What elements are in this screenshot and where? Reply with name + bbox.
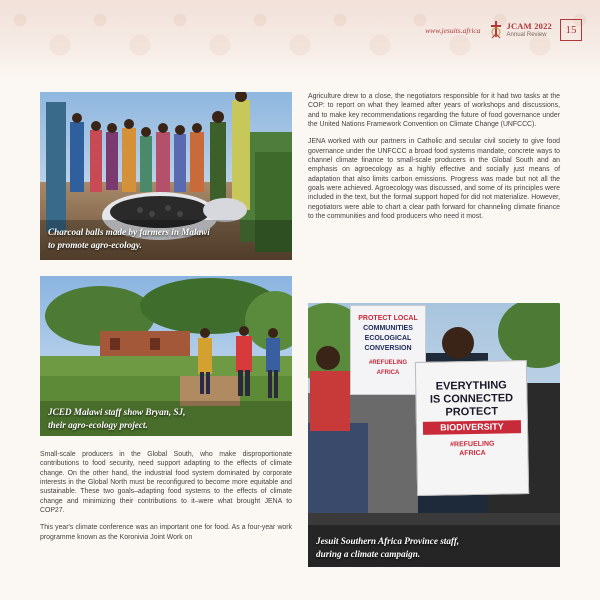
caption-campaign: [316, 535, 459, 561]
sign2-line1: EVERYTHING: [435, 379, 507, 393]
caption-campaign-line1: Jesuit Southern Africa Province staff,: [316, 536, 460, 546]
left-column-text: [40, 450, 292, 550]
report-subtitle: Annual Review: [506, 31, 547, 38]
caption-jced-line2: their agro-ecology project.: [48, 420, 148, 430]
right-column-text: [308, 92, 560, 229]
caption-jced: [48, 406, 185, 432]
right-paragraph-2: JENA worked with our partners in Catholic and secular civil society to give food governance under the UNFCCC a broad food systems mandate, concrete ways to channel climate finance to small-scale producers in the Global South and an emphasis on agroecology as a highly effective and socially just means of adaptation that also limits carbon emissions. Progress was made but not all the goals were achieved. Agroecology was discussed, and some of its principles were included in the text, but the formal support hoped for did not materialize. However, negotiators were able to chart a clear path forward for channeling climate finance to the communities and food producers who need it most.: [308, 138, 560, 221]
sign1-line3: ECOLOGICAL: [364, 335, 412, 342]
sign1-line2: COMMUNITIES: [363, 325, 413, 332]
caption-charcoal: [48, 226, 210, 252]
caption-jced-line1: JCED Malawi staff show Bryan, SJ,: [48, 407, 186, 417]
sign2-line4: BIODIVERSITY: [423, 420, 521, 435]
photo-charcoal-balls: [40, 92, 292, 260]
left-paragraph-2: This year's climate conference was an important one for food. As a four-year work programme known as the Koronivia Joint Work on: [40, 524, 292, 541]
report-title-block: [507, 22, 552, 38]
photo-jced-malawi: [40, 276, 292, 436]
jesuit-cross-logo-icon: [489, 20, 503, 40]
caption-charcoal-line2: to promote agro-ecology.: [48, 240, 142, 250]
sign1-line5: #REFUELING: [368, 360, 407, 366]
sign1-line1: PROTECT LOCAL: [358, 315, 418, 322]
caption-campaign-line2: during a climate campaign.: [316, 549, 421, 559]
sign1-line4: CONVERSION: [364, 345, 412, 352]
right-paragraph-1: Agriculture drew to a close, the negotiators responsible for it had two tasks at the COP: to report on what they learned after years of workshops and discussions, and to make key recommendations regarding the future of food governance under the United Nations Framework Convention on Climate Change (UNFCCC).: [308, 93, 560, 129]
protest-sign-2: [415, 360, 529, 496]
sign2-line2: IS CONNECTED: [429, 392, 514, 406]
page-number: 15: [560, 19, 582, 41]
page-header: [425, 19, 582, 41]
caption-charcoal-line1: Charcoal balls made by farmers in Malawi: [48, 227, 210, 237]
sign2-line6: AFRICA: [459, 449, 486, 458]
sign2-line5: #REFUELING: [450, 440, 495, 449]
website-link[interactable]: www.jesuits.africa: [425, 25, 481, 35]
sign2-line3: PROTECT: [445, 405, 499, 419]
left-paragraph-1: Small-scale producers in the Global South, who make disproportionate contributions to food security, need support adapting to the effects of climate change. On the other hand, the industrial food system dominated by corporate interests in the Global North must be reconfigured to become more equitable and sustainable. These two goals–adapting food systems to the effects of climate change and minimizing their contributions to it–were what brought JENA to COP27.: [40, 451, 292, 515]
photo-climate-campaign: [308, 303, 560, 567]
sign1-line6: AFRICA: [376, 370, 400, 376]
report-title: JCAM 2022: [506, 21, 552, 32]
